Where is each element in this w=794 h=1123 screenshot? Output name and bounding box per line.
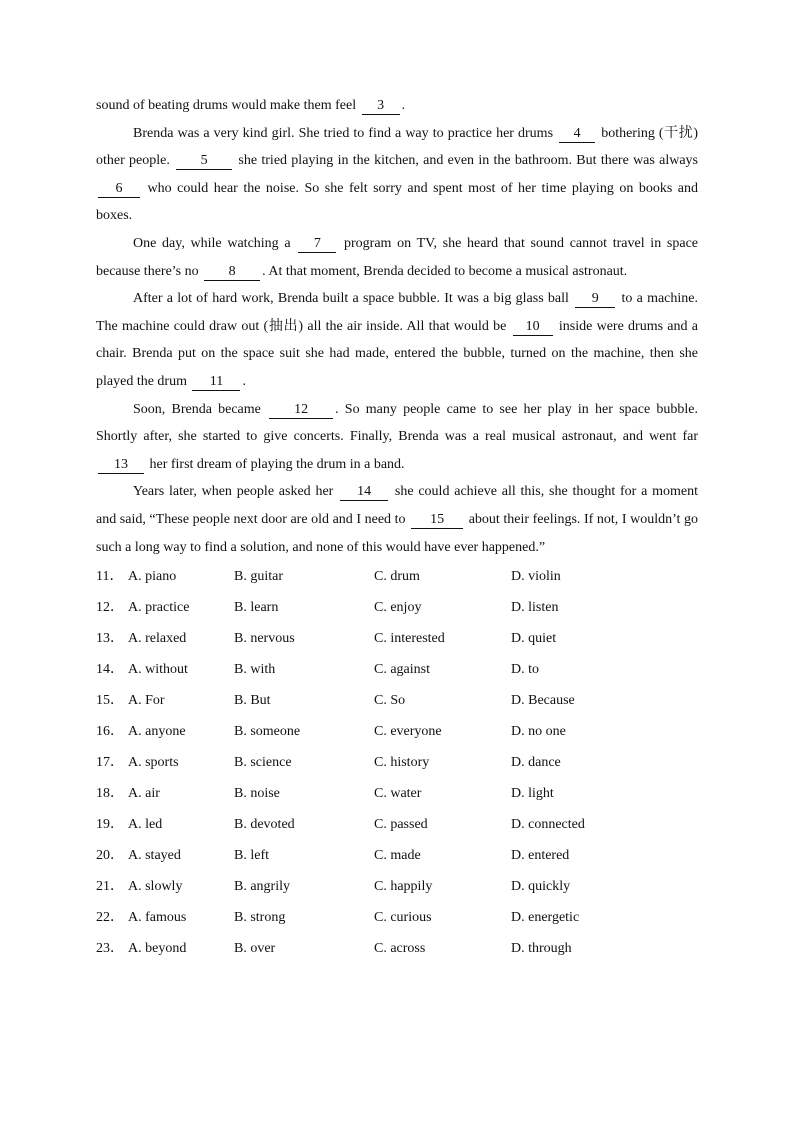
option-d: D. through [511,941,572,957]
question-2-options [96,630,698,661]
option-c: C. interested [374,631,445,647]
question-10-options [96,878,698,909]
question-number: 22． [96,910,124,926]
option-b: B. over [234,941,276,957]
option-b: B. learn [234,600,279,616]
question-4-options [96,692,698,723]
question-5-options [96,723,698,754]
option-c: C. everyone [374,724,442,740]
question-8-options [96,816,698,847]
passage-text: sound of beating drums would make them feel [96,98,360,113]
passage-text: program on TV, she heard that sound cannot travel in space because there’s no [96,235,698,279]
passage-text: . So many people came to see her play in her space bubble. Shortly after, she started to give concerts. Finally, Brenda was a real musical astronaut, and went far [96,401,698,445]
blank-9: 9 [575,290,615,308]
passage-text: . At that moment, Brenda decided to become a musical astronaut. [262,263,628,279]
option-b: B. devoted [234,817,295,833]
question-9-options [96,847,698,878]
passage-text: . [401,98,406,113]
passage-paragraph [96,285,698,395]
option-a: A. famous [128,910,187,926]
option-b: B. science [234,755,292,771]
passage-text: about their feelings. If not, I wouldn’t go such a long way to find a solution, and none of this would have ever happened.” [96,511,698,555]
option-b: B. left [234,848,269,864]
option-a: A. beyond [128,941,187,957]
option-a: A. relaxed [128,631,187,647]
question-3-options [96,661,698,692]
option-b: B. someone [234,724,301,740]
option-a: A. without [128,662,188,678]
question-number: 13． [96,631,124,647]
option-c: C. drum [374,569,420,585]
blank-5: 5 [176,152,232,170]
passage-text: Soon, Brenda became [133,401,268,417]
passage-text: her first dream of playing the drum in a band. [146,456,405,472]
option-d: D. connected [511,817,585,833]
option-d: D. to [511,662,539,678]
question-number: 15． [96,693,124,709]
option-d: D. entered [511,848,570,864]
passage-text: who could hear the noise. So she felt sorry and spent most of her time playing on books and boxes. [96,180,698,224]
question-number: 18． [96,786,124,802]
passage-text: she could achieve all this, she thought for a moment and said, “These people next door are old and I need to [96,484,699,527]
option-a: A. practice [128,600,190,616]
blank-13: 13 [98,456,144,474]
question-number: 19． [96,817,124,833]
passage-paragraph [96,478,698,561]
passage-text: One day, while watching a [133,235,297,251]
blank-4: 4 [559,125,595,143]
blank-3: 3 [362,97,400,115]
option-c: C. made [374,848,421,864]
passage-paragraph [96,120,698,230]
option-c: C. happily [374,879,433,895]
blank-7: 7 [298,235,336,253]
option-d: D. dance [511,755,561,771]
option-c: C. history [374,755,430,771]
passage-paragraph [96,230,698,285]
question-11-options [96,909,698,940]
passage-text: Brenda was a very kind girl. She tried to find a way to practice her drums [133,125,558,141]
option-a: A. anyone [128,724,186,740]
cloze-passage [96,92,698,561]
option-d: D. energetic [511,910,580,926]
blank-10: 10 [513,318,553,336]
passage-text: bothering (干扰) other people. [96,125,698,169]
question-number: 21． [96,879,124,895]
option-a: A. sports [128,755,179,771]
option-b: B. with [234,662,276,678]
option-c: C. against [374,662,430,678]
question-0-options [96,568,698,599]
question-1-options [96,599,698,630]
option-c: C. curious [374,910,432,926]
blank-15: 15 [411,511,463,529]
option-a: A. piano [128,569,177,585]
question-number: 23． [96,941,124,957]
question-number: 12． [96,600,124,616]
option-b: B. noise [234,786,280,802]
option-c: C. water [374,786,422,802]
option-a: A. slowly [128,879,183,895]
blank-12: 12 [269,401,333,419]
question-number: 16． [96,724,124,740]
option-a: A. air [128,786,160,802]
question-7-options [96,785,698,816]
option-b: B. But [234,693,271,709]
option-c: C. enjoy [374,600,422,616]
passage-text: she tried playing in the kitchen, and even in the bathroom. But there was always [234,153,699,169]
document-page [96,92,698,971]
option-d: D. no one [511,724,566,740]
option-d: D. quiet [511,631,557,647]
passage-text: inside were drums and a chair. Brenda put on the space suit she had made, entered the bubble, turned on the machine, then she played the drum [96,318,698,389]
question-number: 11． [96,569,124,585]
question-number: 14． [96,662,124,678]
question-12-options [96,940,698,971]
blank-8: 8 [204,263,260,281]
blank-14: 14 [340,483,388,501]
option-b: B. angrily [234,879,290,895]
option-a: A. stayed [128,848,181,864]
option-d: D. listen [511,600,559,616]
question-6-options [96,754,698,785]
passage-text: to a machine. The machine could draw out (抽出) all the air inside. All that would be [96,291,698,334]
question-number: 20． [96,848,124,864]
option-c: C. So [374,693,406,709]
passage-paragraph [96,92,698,120]
passage-text: Years later, when people asked her [133,484,339,500]
option-b: B. nervous [234,631,295,647]
option-b: B. strong [234,910,286,926]
option-d: D. Because [511,693,575,709]
blank-6: 6 [98,180,140,198]
option-a: A. For [128,693,165,709]
option-c: C. across [374,941,426,957]
option-d: D. quickly [511,879,571,895]
option-b: B. guitar [234,569,283,585]
passage-text: . [242,373,246,389]
option-a: A. led [128,817,163,833]
answer-options [96,568,698,971]
option-d: D. violin [511,569,561,585]
question-number: 17． [96,755,124,771]
blank-11: 11 [192,373,240,391]
passage-paragraph [96,396,698,479]
option-c: C. passed [374,817,428,833]
option-d: D. light [511,786,554,802]
passage-text: After a lot of hard work, Brenda built a space bubble. It was a big glass ball [133,291,574,307]
